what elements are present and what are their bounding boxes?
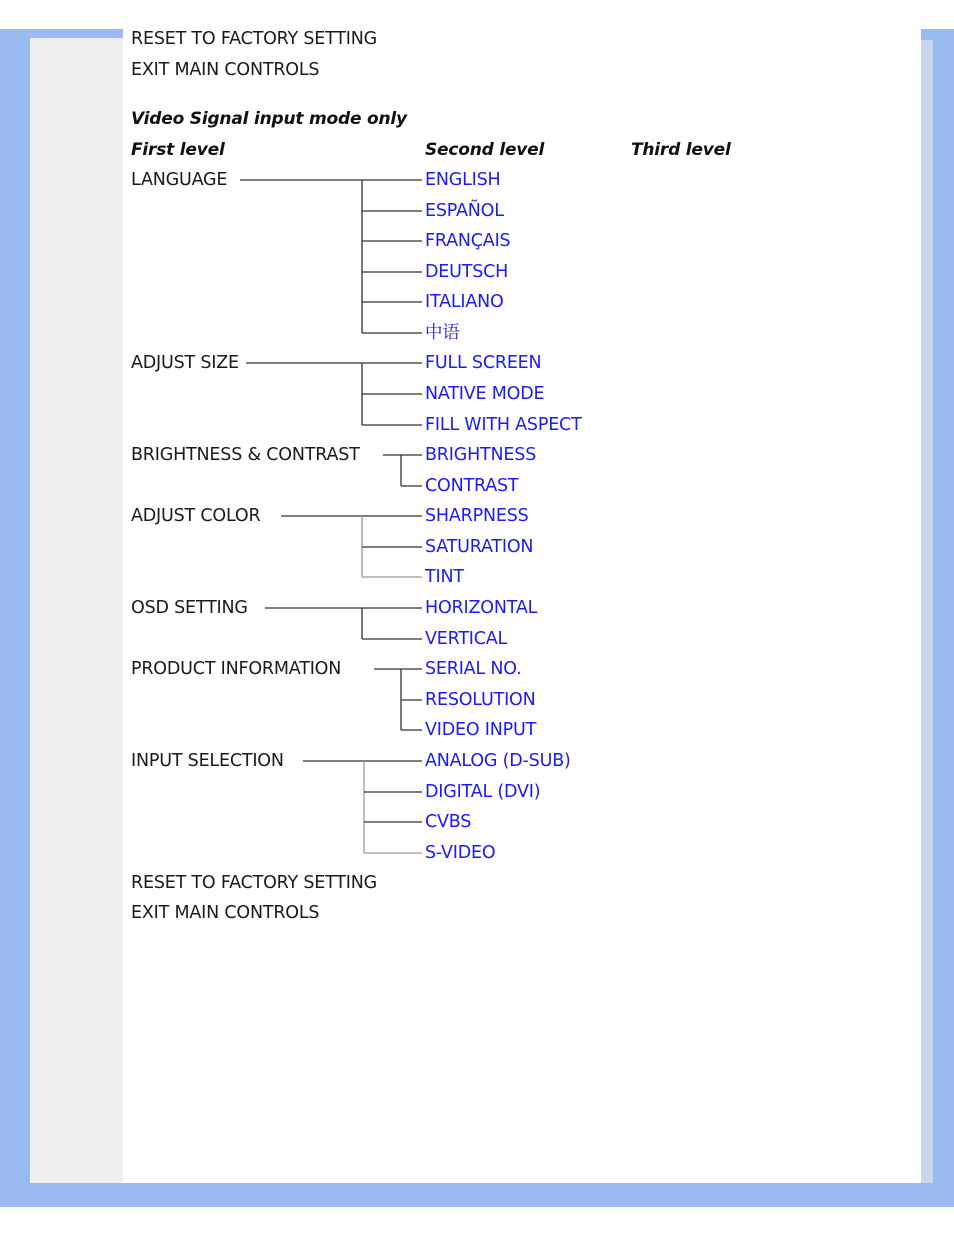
submenu-chinese[interactable]: 中语 <box>425 323 460 343</box>
menu-osd-setting: OSD SETTING <box>131 598 248 618</box>
submenu-italiano[interactable]: ITALIANO <box>425 292 504 312</box>
submenu-s-video[interactable]: S-VIDEO <box>425 843 496 863</box>
submenu-digital-dvi[interactable]: DIGITAL (DVI) <box>425 782 541 802</box>
submenu-tint[interactable]: TINT <box>425 567 464 587</box>
submenu-cvbs[interactable]: CVBS <box>425 812 472 832</box>
bottom-exit-label: EXIT MAIN CONTROLS <box>131 903 320 923</box>
frame-right-inner <box>921 40 933 1183</box>
menu-adjust-color: ADJUST COLOR <box>131 506 261 526</box>
menu-product-information: PRODUCT INFORMATION <box>131 659 342 679</box>
submenu-full-screen[interactable]: FULL SCREEN <box>425 353 542 373</box>
submenu-serial-no[interactable]: SERIAL NO. <box>425 659 522 679</box>
menu-adjust-size: ADJUST SIZE <box>131 353 239 373</box>
submenu-francais[interactable]: FRANÇAIS <box>425 231 511 251</box>
submenu-video-input[interactable]: VIDEO INPUT <box>425 720 537 740</box>
top-exit-label: EXIT MAIN CONTROLS <box>131 60 320 80</box>
submenu-sharpness[interactable]: SHARPNESS <box>425 506 529 526</box>
menu-input-selection: INPUT SELECTION <box>131 751 284 771</box>
submenu-contrast[interactable]: CONTRAST <box>425 476 519 496</box>
submenu-deutsch[interactable]: DEUTSCH <box>425 262 509 282</box>
submenu-espanol[interactable]: ESPAÑOL <box>425 201 504 221</box>
submenu-english[interactable]: ENGLISH <box>425 170 501 190</box>
menu-language: LANGUAGE <box>131 170 228 190</box>
header-second-level: Second level <box>425 140 545 160</box>
submenu-vertical[interactable]: VERTICAL <box>425 629 508 649</box>
frame-top-left <box>0 29 130 38</box>
submenu-brightness[interactable]: BRIGHTNESS <box>425 445 537 465</box>
header-first-level: First level <box>131 140 225 160</box>
submenu-fill-with-aspect[interactable]: FILL WITH ASPECT <box>425 415 582 435</box>
bottom-reset-label: RESET TO FACTORY SETTING <box>131 873 378 893</box>
frame-bottom <box>0 1183 954 1207</box>
submenu-analog-dsub[interactable]: ANALOG (D-SUB) <box>425 751 571 771</box>
submenu-saturation[interactable]: SATURATION <box>425 537 534 557</box>
header-third-level: Third level <box>631 140 731 160</box>
submenu-native-mode[interactable]: NATIVE MODE <box>425 384 545 404</box>
sidebar-panel <box>30 38 123 1183</box>
menu-brightness-contrast: BRIGHTNESS & CONTRAST <box>131 445 360 465</box>
frame-left <box>0 29 30 1207</box>
submenu-horizontal[interactable]: HORIZONTAL <box>425 598 538 618</box>
submenu-resolution[interactable]: RESOLUTION <box>425 690 536 710</box>
section-title: Video Signal input mode only <box>131 109 407 129</box>
top-reset-label: RESET TO FACTORY SETTING <box>131 29 378 49</box>
